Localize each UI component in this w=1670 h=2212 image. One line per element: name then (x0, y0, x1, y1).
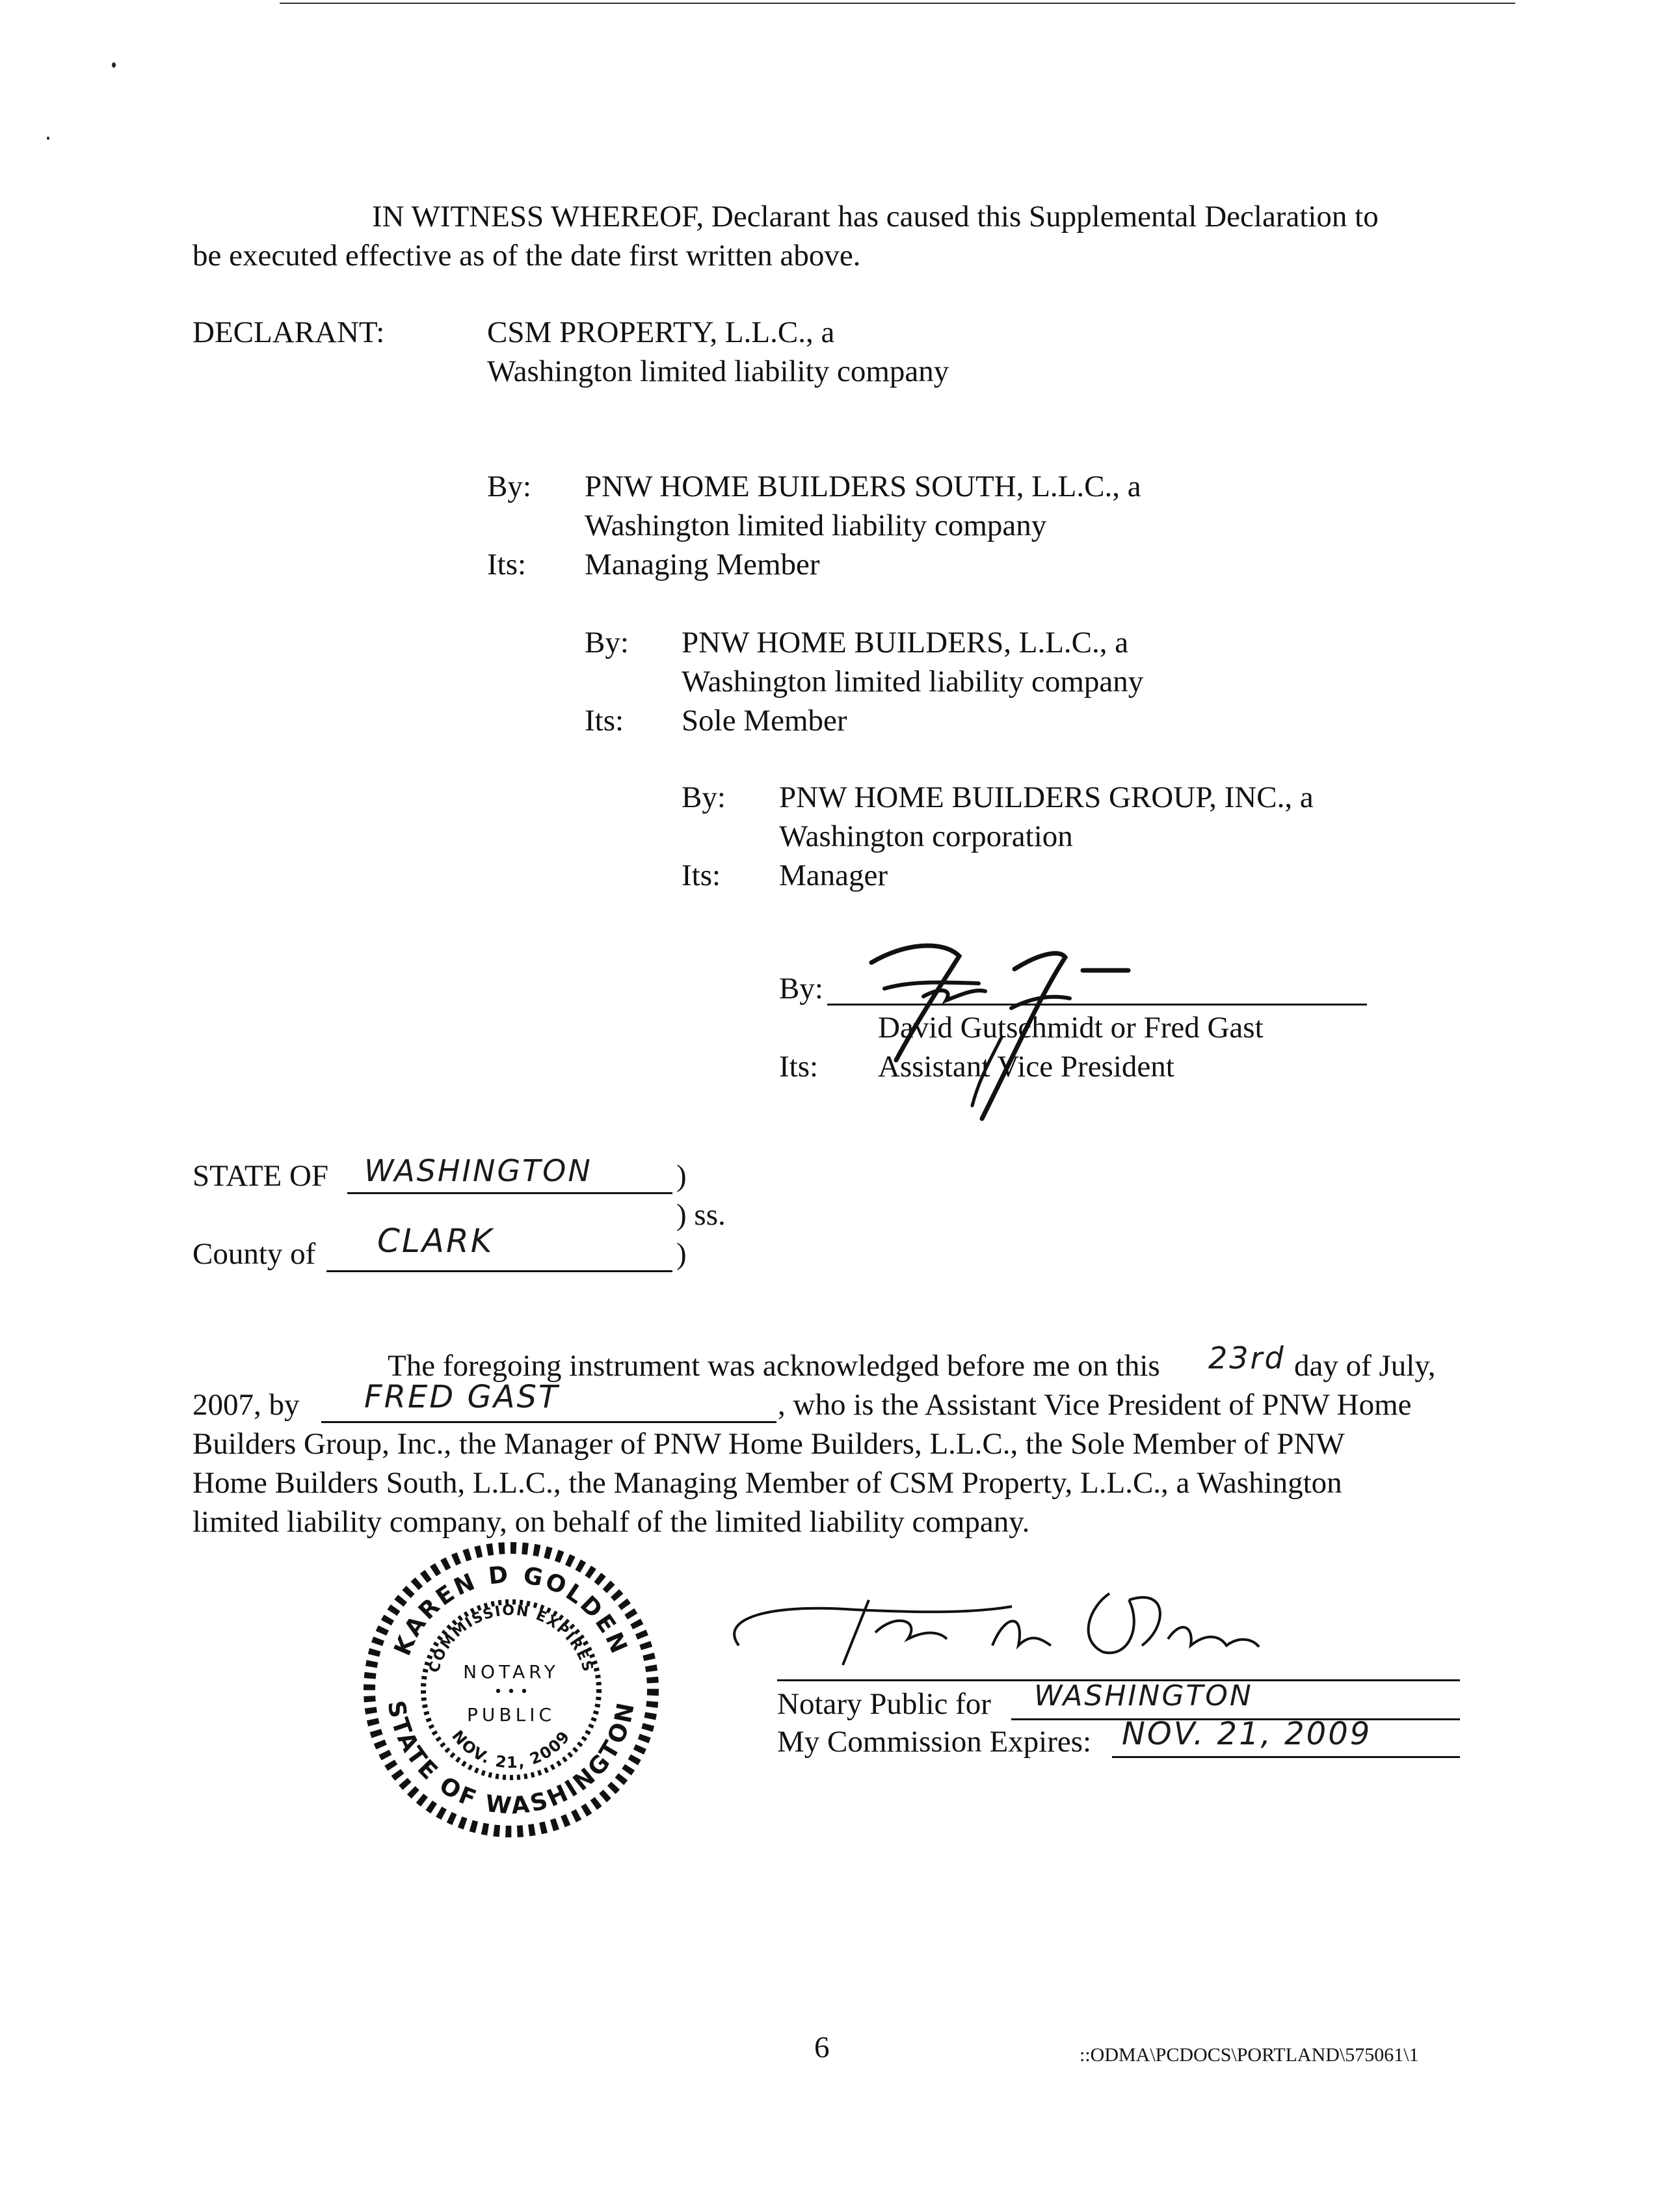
notary-seal (362, 1540, 661, 1839)
level3-its-label: Its: (682, 859, 721, 892)
state-value: WASHINGTON (364, 1153, 592, 1188)
state-label: STATE OF (192, 1159, 329, 1193)
state-line (347, 1192, 672, 1194)
notary-signature (713, 1574, 1428, 1678)
signer-title: Assistant Vice President (878, 1050, 1174, 1084)
witness-line-2: be executed effective as of the date first written above. (192, 239, 861, 273)
seal-notary-text: NOTARY (463, 1661, 559, 1683)
level3-by-label: By: (682, 780, 726, 814)
level1-its-label: Its: (487, 548, 527, 581)
commission-expires-label: My Commission Expires: (777, 1725, 1092, 1759)
scan-speck (47, 137, 49, 140)
seal-public-text: PUBLIC (467, 1704, 555, 1726)
ack-line-1-end: day of July, (1294, 1349, 1436, 1383)
notary-public-for-value: WASHINGTON (1034, 1679, 1253, 1712)
declarant-type: Washington limited liability company (487, 354, 949, 388)
ack-line-3: Builders Group, Inc., the Manager of PNW Home Builders, L.L.C., the Sole Member of PNW (192, 1427, 1345, 1461)
level3-type: Washington corporation (779, 820, 1073, 853)
declarant-name: CSM PROPERTY, L.L.C., a (487, 315, 835, 349)
level1-type: Washington limited liability company (585, 509, 1047, 542)
notary-public-for-label: Notary Public for (777, 1687, 991, 1721)
level3-name: PNW HOME BUILDERS GROUP, INC., a (779, 780, 1314, 814)
level2-its-label: Its: (585, 704, 624, 738)
ack-person-value: FRED GAST (364, 1379, 560, 1415)
county-line (326, 1270, 672, 1272)
declarant-label: DECLARANT: (192, 315, 385, 349)
level1-role: Managing Member (585, 548, 820, 581)
ack-line-2-start: 2007, by (192, 1388, 300, 1422)
level3-role: Manager (779, 859, 888, 892)
level1-by-label: By: (487, 470, 531, 503)
commission-expires-line (1112, 1756, 1460, 1758)
ack-day-value: 23rd (1208, 1340, 1286, 1376)
svg-text:NOV. 21, 2009 (448, 1727, 574, 1772)
signer-by-label: By: (779, 972, 823, 1006)
seal-date-text: NOV. 21, 2009 (448, 1727, 574, 1772)
ack-line-2-end: , who is the Assistant Vice President of PNW Home (778, 1388, 1412, 1422)
signer-name: David Gutschmidt or Fred Gast (878, 1011, 1264, 1045)
seal-outer-bottom-text: STATE OF WASHINGTON (382, 1698, 641, 1820)
level2-name: PNW HOME BUILDERS, L.L.C., a (682, 626, 1129, 660)
seal-dots-icon: • • • (494, 1684, 529, 1700)
county-value: CLARK (377, 1222, 494, 1260)
scan-top-edge (280, 3, 1515, 4)
county-label: County of (192, 1237, 316, 1271)
page-number: 6 (814, 2031, 830, 2064)
level2-type: Washington limited liability company (682, 665, 1144, 699)
ack-line-4: Home Builders South, L.L.C., the Managing Member of CSM Property, L.L.C., a Washington (192, 1466, 1342, 1500)
level2-role: Sole Member (682, 704, 847, 738)
witness-line-1: IN WITNESS WHEREOF, Declarant has caused this Supplemental Declaration to (372, 200, 1379, 233)
document-id: ::ODMA\PCDOCS\PORTLAND\575061\1 (1080, 2044, 1419, 2066)
scan-speck (112, 62, 116, 68)
seal-inner-top-text: COMMISSION EXPIRES (426, 1602, 596, 1675)
ss-label: ) ss. (676, 1198, 726, 1232)
ack-line-5: limited liability company, on behalf of the limited liability company. (192, 1505, 1030, 1539)
level1-name: PNW HOME BUILDERS SOUTH, L.L.C., a (585, 470, 1141, 503)
level2-by-label: By: (585, 626, 629, 660)
state-paren: ) (676, 1159, 687, 1193)
commission-expires-value: NOV. 21, 2009 (1122, 1716, 1372, 1752)
ack-line-1-start: The foregoing instrument was acknowledged before me on this (388, 1349, 1160, 1383)
county-paren: ) (676, 1237, 687, 1271)
ack-person-line (321, 1421, 776, 1423)
seal-outer-top-text: KAREN D GOLDEN (389, 1561, 633, 1660)
signer-its-label: Its: (779, 1050, 819, 1084)
